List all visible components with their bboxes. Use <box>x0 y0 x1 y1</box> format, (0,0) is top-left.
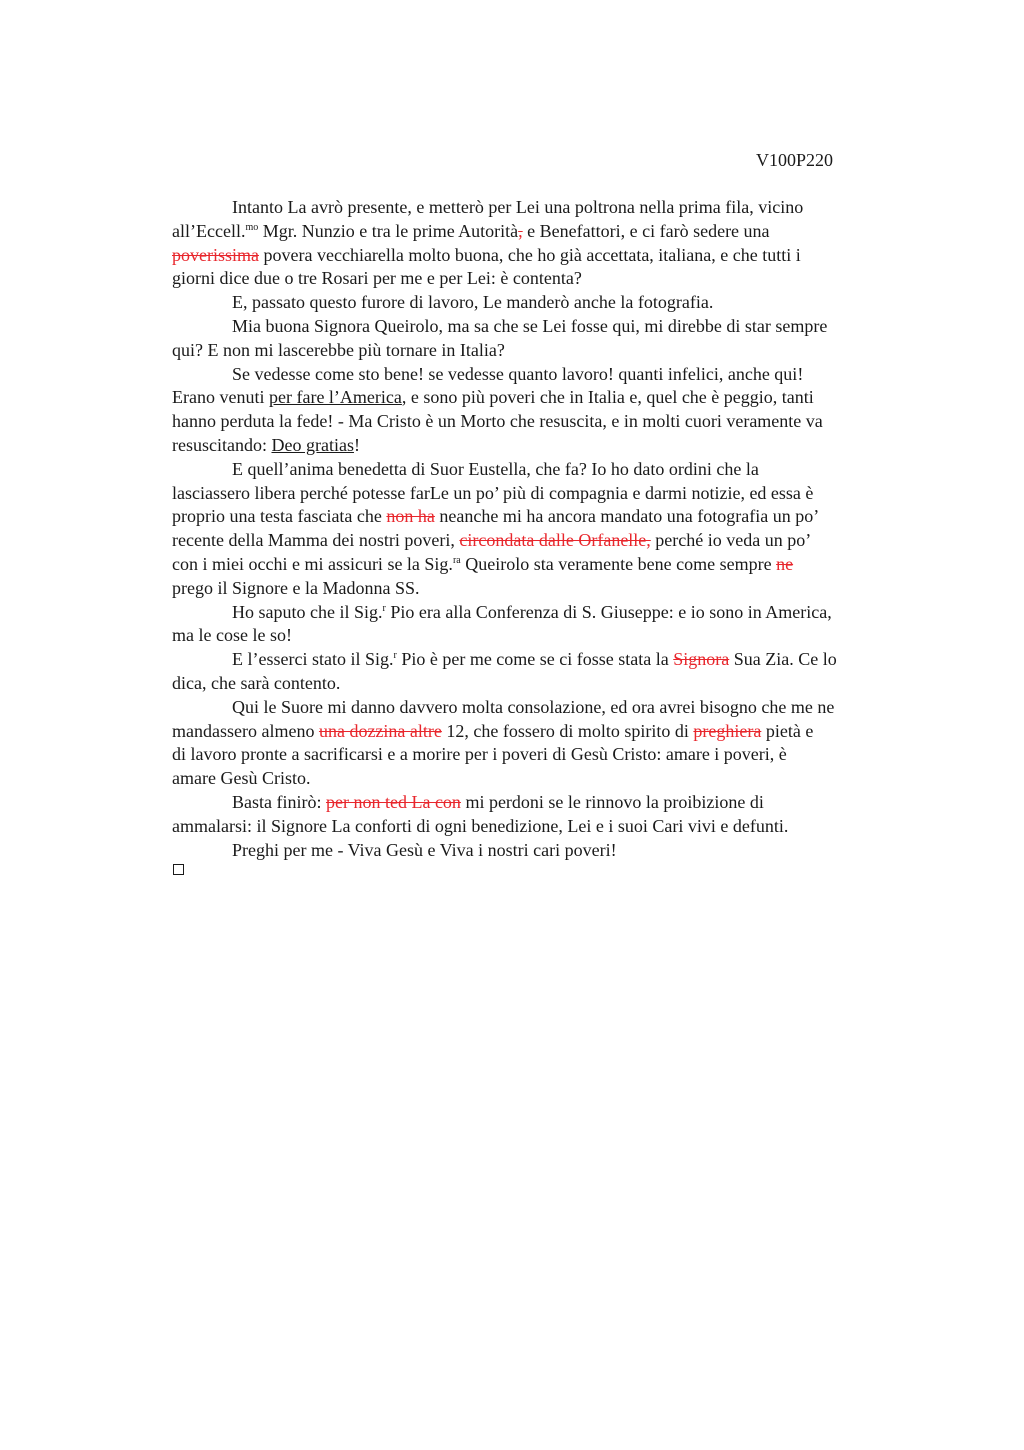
superscript-abbrev: ra <box>452 554 461 566</box>
text-segment: giorni dice due o tre Rosari per me e per Lei: è contenta? <box>172 268 582 289</box>
text-line <box>172 386 932 410</box>
text-segment: Queirolo sta veramente bene come sempre <box>460 553 777 574</box>
text-line <box>172 553 932 577</box>
text-segment: e Benefattori, e ci farò sedere una <box>522 220 770 241</box>
paragraph-start-line <box>172 196 932 220</box>
underlined-text: per fare l’America <box>268 387 402 408</box>
text-segment: Sua Zia. Ce lo <box>729 649 837 670</box>
text-segment: 12, che fossero di molto spirito di <box>441 720 694 741</box>
text-line <box>172 267 932 291</box>
superscript-abbrev: mo <box>245 221 259 233</box>
text-segment: E, passato questo furore di lavoro, Le manderò anche la fotografia. <box>232 292 714 313</box>
text-segment: amare Gesù Cristo. <box>172 768 311 789</box>
text-segment: all’Eccell. <box>172 220 246 241</box>
text-segment: Mia buona Signora Queirolo, ma sa che se Lei fosse qui, mi direbbe di star sempre <box>232 315 828 336</box>
text-segment: perché io veda un po’ <box>650 530 812 551</box>
text-segment: Qui le Suore mi danno davvero molta consolazione, ed ora avrei bisogno che me ne <box>232 696 835 717</box>
text-segment: resuscitando: <box>172 434 272 455</box>
text-line <box>172 339 932 363</box>
text-line <box>172 577 932 601</box>
letter-body <box>172 196 932 862</box>
text-segment: qui? E non mi lascerebbe più tornare in Italia? <box>172 339 505 360</box>
text-segment: E l’esserci stato il Sig. <box>232 649 394 670</box>
text-segment: Se vedesse come sto bene! se vedesse quanto lavoro! quanti infelici, anche qui! <box>232 363 804 384</box>
paragraph-start-line <box>172 791 932 815</box>
text-line <box>172 743 932 767</box>
deleted-text: Signora <box>673 649 730 670</box>
paragraph-start-line <box>172 648 932 672</box>
superscript-abbrev: r <box>393 650 397 662</box>
text-segment: Pio era alla Conferenza di S. Giuseppe: e io sono in America, <box>385 601 832 622</box>
text-line <box>172 767 932 791</box>
paragraph-start-line <box>172 839 932 863</box>
text-segment: Pio è per me come se ci fosse stata la <box>396 649 674 670</box>
text-line <box>172 482 932 506</box>
deleted-text: , <box>518 220 523 241</box>
text-segment: hanno perduta la fede! - Ma Cristo è un Morto che resuscita, e in molti cuori veramente va <box>172 411 823 432</box>
text-segment: Preghi per me - Viva Gesù e Viva i nostri cari poveri! <box>232 839 617 860</box>
text-segment: Mgr. Nunzio e tra le prime Autorità <box>258 220 519 241</box>
text-line <box>172 672 932 696</box>
text-line <box>172 410 932 434</box>
text-line <box>172 434 932 458</box>
text-segment: lasciassero libera perché potesse farLe un po’ più di compagnia e darmi notizie, ed essa è <box>172 482 814 503</box>
paragraph-start-line <box>172 315 932 339</box>
paragraph-start-line <box>172 291 932 315</box>
text-segment: mi perdoni se le rinnovo la proibizione di <box>460 791 764 812</box>
paragraph-start-line <box>172 696 932 720</box>
text-line <box>172 244 932 268</box>
text-segment: mandassero almeno <box>172 720 319 741</box>
text-segment: Basta finirò: <box>232 791 326 812</box>
text-segment: Erano venuti <box>172 387 269 408</box>
paragraph-start-line <box>172 363 932 387</box>
text-line <box>172 720 932 744</box>
page-identifier: V100P220 <box>756 150 834 170</box>
text-segment: prego il Signore e la Madonna SS. <box>172 577 420 598</box>
deleted-text: preghiera <box>693 720 762 741</box>
text-segment: di lavoro pronte a sacrificarsi e a morire per i poveri di Gesù Cristo: amare i poveri, è <box>172 744 787 765</box>
text-segment: Ho saputo che il Sig. <box>232 601 383 622</box>
underlined-text: Deo gratias <box>271 434 354 455</box>
superscript-abbrev: r <box>382 602 386 614</box>
text-segment: E quell’anima benedetta di Suor Eustella, che fa? Io ho dato ordini che la <box>232 458 759 479</box>
text-segment: con i miei occhi e mi assicuri se la Sig. <box>172 553 453 574</box>
text-segment: pietà e <box>761 720 814 741</box>
deleted-text: circondata dalle Orfanelle, <box>459 530 651 551</box>
deleted-text: ne <box>776 553 794 574</box>
text-segment: neanche mi ha ancora mandato una fotografia un po’ <box>434 506 820 527</box>
paragraph-start-line <box>172 601 932 625</box>
text-line <box>172 624 932 648</box>
text-line <box>172 815 932 839</box>
text-segment: dica, che sarà contento. <box>172 672 341 693</box>
deleted-text: per non ted La con <box>325 791 461 812</box>
text-segment: , e sono più poveri che in Italia e, quel che è peggio, tanti <box>401 387 814 408</box>
paragraph-start-line <box>172 458 932 482</box>
text-segment: povera vecchiarella molto buona, che ho già accettata, italiana, e che tutti i <box>259 244 801 265</box>
end-marker-box <box>173 864 184 875</box>
text-segment: ma le cose le so! <box>172 625 292 646</box>
text-line <box>172 505 932 529</box>
text-segment: Intanto La avrò presente, e metterò per Lei una poltrona nella prima fila, vicino <box>232 197 804 217</box>
deleted-text: poverissima <box>172 244 259 265</box>
text-segment: recente della Mamma dei nostri poveri, <box>172 530 460 551</box>
text-line <box>172 220 932 244</box>
deleted-text: una dozzina altre <box>318 720 442 741</box>
deleted-text: non ha <box>386 506 435 527</box>
text-segment: ammalarsi: il Signore La conforti di ogni benedizione, Lei e i suoi Cari vivi e defunti. <box>172 815 789 836</box>
text-segment: proprio una testa fasciata che <box>172 506 387 527</box>
text-line <box>172 529 932 553</box>
text-segment: ! <box>353 434 360 455</box>
